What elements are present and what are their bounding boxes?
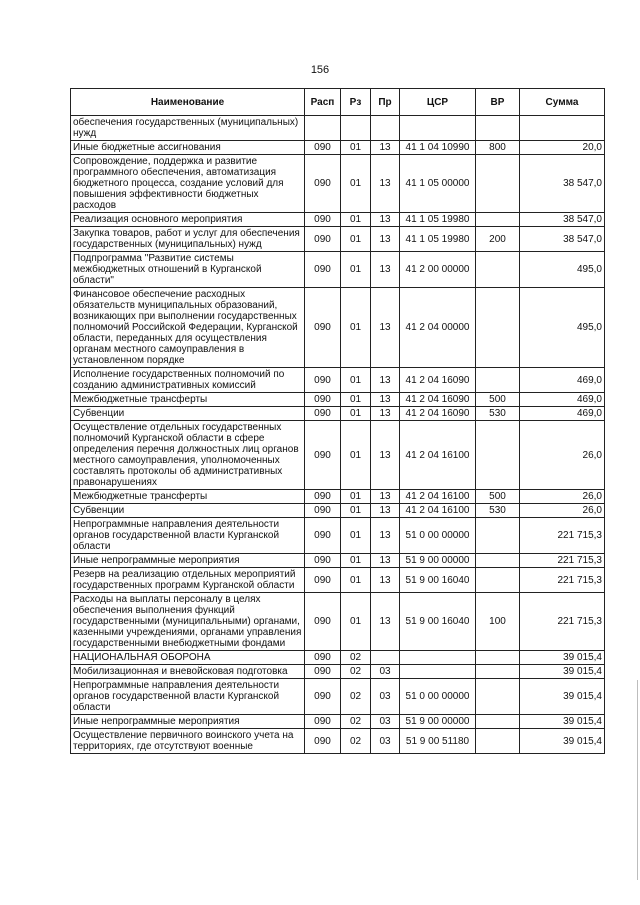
cell-csr: 41 2 00 00000 — [400, 252, 476, 288]
cell-name: Иные непрограммные мероприятия — [71, 715, 305, 729]
cell-csr: 51 9 00 16040 — [400, 593, 476, 651]
cell-sum: 221 715,3 — [520, 518, 605, 554]
cell-pr: 13 — [371, 213, 400, 227]
cell-vr: 100 — [476, 593, 520, 651]
cell-rz: 01 — [341, 227, 371, 252]
cell-rasp: 090 — [305, 288, 341, 368]
cell-rz: 01 — [341, 252, 371, 288]
cell-vr — [476, 421, 520, 490]
cell-rasp: 090 — [305, 490, 341, 504]
cell-vr — [476, 155, 520, 213]
cell-rasp: 090 — [305, 651, 341, 665]
cell-csr: 41 2 04 16100 — [400, 504, 476, 518]
cell-csr: 51 9 00 16040 — [400, 568, 476, 593]
header-rasp: Расп — [305, 89, 341, 116]
cell-name: НАЦИОНАЛЬНАЯ ОБОРОНА — [71, 651, 305, 665]
cell-csr: 41 2 04 16090 — [400, 393, 476, 407]
table-body — [71, 116, 605, 754]
table-row — [71, 651, 605, 665]
cell-name: Резерв на реализацию отдельных мероприятий государственных программ Курганской области — [71, 568, 305, 593]
table-row — [71, 407, 605, 421]
cell-rz: 01 — [341, 407, 371, 421]
cell-rasp: 090 — [305, 568, 341, 593]
cell-vr — [476, 651, 520, 665]
cell-name: Субвенции — [71, 504, 305, 518]
cell-rasp: 090 — [305, 518, 341, 554]
cell-name: Мобилизационная и вневойсковая подготовка — [71, 665, 305, 679]
cell-name: Финансовое обеспечение расходных обязательств муниципальных образований, возникающих при выполнении государственных полномочий Российской Федерации, Курганской области, переданных для осуществления органам местного самоуправления в установленном порядке — [71, 288, 305, 368]
cell-csr — [400, 665, 476, 679]
table-row — [71, 679, 605, 715]
cell-rz: 02 — [341, 679, 371, 715]
cell-vr: 500 — [476, 393, 520, 407]
cell-name: Субвенции — [71, 407, 305, 421]
cell-csr — [400, 116, 476, 141]
cell-rz: 01 — [341, 155, 371, 213]
table-row — [71, 155, 605, 213]
cell-rasp: 090 — [305, 368, 341, 393]
cell-pr: 13 — [371, 393, 400, 407]
cell-pr: 13 — [371, 593, 400, 651]
table-row — [71, 141, 605, 155]
table-row — [71, 116, 605, 141]
cell-rasp: 090 — [305, 213, 341, 227]
header-sum: Сумма — [520, 89, 605, 116]
cell-rz: 01 — [341, 490, 371, 504]
table-row — [71, 593, 605, 651]
cell-rz: 01 — [341, 288, 371, 368]
cell-csr: 41 1 05 19980 — [400, 227, 476, 252]
cell-sum: 469,0 — [520, 393, 605, 407]
cell-sum: 39 015,4 — [520, 665, 605, 679]
cell-pr: 03 — [371, 665, 400, 679]
cell-vr — [476, 715, 520, 729]
cell-sum: 469,0 — [520, 368, 605, 393]
cell-csr: 41 2 04 16100 — [400, 490, 476, 504]
cell-rz: 01 — [341, 421, 371, 490]
cell-name: Осуществление отдельных государственных полномочий Курганской области в сфере определения перечня должностных лиц органов местного самоуправления, уполномоченных составлять протоколы об административных правонарушениях — [71, 421, 305, 490]
cell-vr — [476, 252, 520, 288]
cell-sum: 221 715,3 — [520, 568, 605, 593]
table-row — [71, 227, 605, 252]
cell-csr: 51 9 00 00000 — [400, 715, 476, 729]
cell-rz: 01 — [341, 518, 371, 554]
cell-rz: 02 — [341, 665, 371, 679]
cell-pr: 03 — [371, 679, 400, 715]
cell-pr: 13 — [371, 568, 400, 593]
cell-csr: 51 0 00 00000 — [400, 518, 476, 554]
cell-csr: 41 2 04 16100 — [400, 421, 476, 490]
header-csr: ЦСР — [400, 89, 476, 116]
cell-sum: 495,0 — [520, 252, 605, 288]
cell-name: Межбюджетные трансферты — [71, 393, 305, 407]
cell-sum: 26,0 — [520, 421, 605, 490]
table-row — [71, 252, 605, 288]
cell-rasp: 090 — [305, 155, 341, 213]
cell-rasp: 090 — [305, 593, 341, 651]
cell-pr: 03 — [371, 715, 400, 729]
cell-rz: 01 — [341, 393, 371, 407]
cell-vr: 800 — [476, 141, 520, 155]
cell-csr: 51 9 00 51180 — [400, 729, 476, 754]
cell-name: Иные бюджетные ассигнования — [71, 141, 305, 155]
cell-pr: 13 — [371, 252, 400, 288]
cell-pr: 13 — [371, 518, 400, 554]
cell-rasp: 090 — [305, 504, 341, 518]
cell-rasp: 090 — [305, 393, 341, 407]
cell-csr: 51 0 00 00000 — [400, 679, 476, 715]
cell-pr — [371, 651, 400, 665]
cell-name: Непрограммные направления деятельности органов государственной власти Курганской области — [71, 679, 305, 715]
cell-vr — [476, 213, 520, 227]
cell-vr — [476, 568, 520, 593]
cell-sum: 221 715,3 — [520, 593, 605, 651]
cell-rz: 01 — [341, 141, 371, 155]
cell-pr: 13 — [371, 368, 400, 393]
cell-pr: 13 — [371, 227, 400, 252]
cell-vr — [476, 729, 520, 754]
cell-name: Иные непрограммные мероприятия — [71, 554, 305, 568]
cell-rz — [341, 116, 371, 141]
cell-name: обеспечения государственных (муниципальных) нужд — [71, 116, 305, 141]
cell-rasp: 090 — [305, 665, 341, 679]
header-pr: Пр — [371, 89, 400, 116]
table-header-row — [71, 89, 605, 116]
table-row — [71, 729, 605, 754]
cell-name: Сопровождение, поддержка и развитие программного обеспечения, автоматизация бюджетного процесса, создание условий для повышения эффективности бюджетных расходов — [71, 155, 305, 213]
cell-rasp: 090 — [305, 227, 341, 252]
cell-vr — [476, 288, 520, 368]
cell-rasp: 090 — [305, 141, 341, 155]
table-row — [71, 213, 605, 227]
header-name: Наименование — [71, 89, 305, 116]
cell-vr — [476, 116, 520, 141]
page-number: 156 — [310, 64, 330, 76]
cell-rz: 02 — [341, 651, 371, 665]
cell-rz: 02 — [341, 715, 371, 729]
cell-rz: 02 — [341, 729, 371, 754]
cell-rz: 01 — [341, 504, 371, 518]
cell-rasp: 090 — [305, 252, 341, 288]
table-row — [71, 504, 605, 518]
cell-vr: 530 — [476, 504, 520, 518]
cell-rasp: 090 — [305, 421, 341, 490]
table-row — [71, 554, 605, 568]
cell-rasp — [305, 116, 341, 141]
cell-vr: 500 — [476, 490, 520, 504]
cell-rasp: 090 — [305, 715, 341, 729]
cell-vr: 530 — [476, 407, 520, 421]
cell-name: Непрограммные направления деятельности органов государственной власти Курганской области — [71, 518, 305, 554]
cell-sum: 495,0 — [520, 288, 605, 368]
cell-csr: 41 2 04 16090 — [400, 368, 476, 393]
cell-pr: 13 — [371, 421, 400, 490]
cell-sum: 39 015,4 — [520, 715, 605, 729]
cell-rz: 01 — [341, 554, 371, 568]
cell-pr: 13 — [371, 155, 400, 213]
header-rz: Рз — [341, 89, 371, 116]
table-row — [71, 490, 605, 504]
cell-csr: 41 2 04 00000 — [400, 288, 476, 368]
cell-rz: 01 — [341, 593, 371, 651]
header-vr: ВР — [476, 89, 520, 116]
cell-name: Реализация основного мероприятия — [71, 213, 305, 227]
table-row — [71, 288, 605, 368]
cell-vr — [476, 518, 520, 554]
cell-rasp: 090 — [305, 729, 341, 754]
cell-name: Осуществление первичного воинского учета на территориях, где отсутствуют военные — [71, 729, 305, 754]
cell-pr: 13 — [371, 554, 400, 568]
cell-pr: 13 — [371, 490, 400, 504]
table-row — [71, 568, 605, 593]
cell-csr — [400, 651, 476, 665]
budget-table — [70, 88, 605, 754]
cell-sum: 39 015,4 — [520, 679, 605, 715]
cell-vr — [476, 368, 520, 393]
cell-sum: 39 015,4 — [520, 651, 605, 665]
cell-sum: 38 547,0 — [520, 155, 605, 213]
cell-csr: 41 1 05 19980 — [400, 213, 476, 227]
cell-name: Закупка товаров, работ и услуг для обеспечения государственных (муниципальных) нужд — [71, 227, 305, 252]
cell-sum — [520, 116, 605, 141]
cell-sum: 469,0 — [520, 407, 605, 421]
table-row — [71, 368, 605, 393]
cell-csr: 41 1 04 10990 — [400, 141, 476, 155]
table-row — [71, 421, 605, 490]
cell-name: Расходы на выплаты персоналу в целях обеспечения выполнения функций государственными (муниципальными) органами, казенными учреждениями, органами управления государственными внебюджетными фондами — [71, 593, 305, 651]
cell-vr — [476, 554, 520, 568]
table-row — [71, 518, 605, 554]
cell-rz: 01 — [341, 213, 371, 227]
cell-rasp: 090 — [305, 407, 341, 421]
cell-sum: 26,0 — [520, 490, 605, 504]
cell-pr: 13 — [371, 504, 400, 518]
cell-rasp: 090 — [305, 554, 341, 568]
table-row — [71, 393, 605, 407]
cell-sum: 39 015,4 — [520, 729, 605, 754]
cell-sum: 26,0 — [520, 504, 605, 518]
cell-pr: 13 — [371, 141, 400, 155]
table-row — [71, 665, 605, 679]
cell-sum: 221 715,3 — [520, 554, 605, 568]
cell-name: Межбюджетные трансферты — [71, 490, 305, 504]
cell-vr: 200 — [476, 227, 520, 252]
cell-pr — [371, 116, 400, 141]
cell-sum: 38 547,0 — [520, 227, 605, 252]
cell-csr: 41 2 04 16090 — [400, 407, 476, 421]
cell-rasp: 090 — [305, 679, 341, 715]
cell-name: Исполнение государственных полномочий по созданию административных комиссий — [71, 368, 305, 393]
cell-vr — [476, 679, 520, 715]
cell-sum: 38 547,0 — [520, 213, 605, 227]
cell-rz: 01 — [341, 568, 371, 593]
cell-pr: 13 — [371, 407, 400, 421]
cell-sum: 20,0 — [520, 141, 605, 155]
cell-pr: 03 — [371, 729, 400, 754]
cell-pr: 13 — [371, 288, 400, 368]
table-row — [71, 715, 605, 729]
cell-csr: 51 9 00 00000 — [400, 554, 476, 568]
scan-edge-mark — [637, 680, 638, 880]
cell-vr — [476, 665, 520, 679]
cell-rz: 01 — [341, 368, 371, 393]
cell-csr: 41 1 05 00000 — [400, 155, 476, 213]
cell-name: Подпрограмма "Развитие системы межбюджетных отношений в Курганской области" — [71, 252, 305, 288]
